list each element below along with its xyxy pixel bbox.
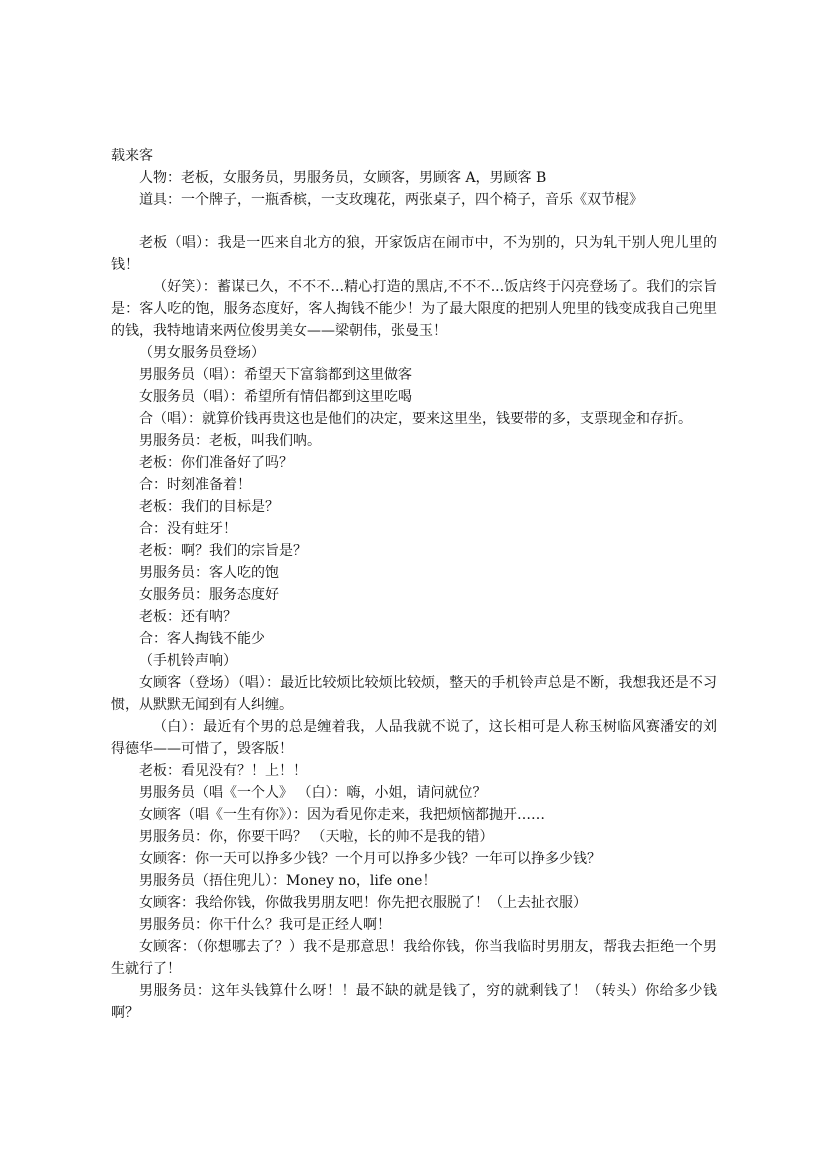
dialogue-line: 男服务员（唱《一个人》 （白）：嗨，小姐，请问就位？: [139, 785, 487, 801]
dialogue-line: 合：时刻准备着！: [139, 477, 251, 493]
dialogue-line: 男服务员：老板，叫我们呐。: [139, 433, 321, 449]
dialogue-line: 老板：你们准备好了吗？: [139, 455, 293, 471]
dialogue-line: 合：没有蛀牙！: [139, 521, 237, 537]
dialogue-line: 老板：还有呐？: [139, 609, 237, 625]
stage-direction: （男女服务员登场）: [139, 345, 265, 361]
dialogue-line: 女服务员（唱）：希望所有情侣都到这里吃喝: [139, 389, 412, 405]
dialogue-line: 男服务员（捂住兜儿）：Money no，life one！: [139, 873, 437, 889]
dialogue-line: 老板：我们的目标是？: [139, 499, 279, 515]
dialogue-line: 女顾客：（你想哪去了？）我不是那意思！我给你钱，你当我临时男朋友，帮我去拒绝一个男生就行了！: [111, 939, 717, 977]
dialogue-line: 老板：啊？我们的宗旨是？: [139, 543, 307, 559]
dialogue-line: （好笑）：蓄谋已久，不不不...精心打造的黑店,不不不...饭店终于闪亮登场了。我们的宗旨是：客人吃的饱，服务态度好，客人掏钱不能少！为了最大限度的把别人兜里的钱变成我自己兜里的钱，我特地请来两位俊男美女——梁朝伟，张曼玉！: [111, 279, 717, 339]
dialogue-line: 合（唱）：就算价钱再贵这也是他们的决定，要来这里坐，钱要带的多，支票现金和存折。: [139, 411, 692, 427]
dialogue-line: 老板（唱）：我是一匹来自北方的狼，开家饭店在闹市中，不为别的，只为轧干别人兜儿里的钱！: [111, 235, 717, 273]
dialogue-line: 女顾客（登场）（唱）：最近比较烦比较烦比较烦，整天的手机铃声总是不断，我想我还是不习惯，从默默无闻到有人纠缠。: [111, 675, 717, 713]
dialogue-line: 男服务员（唱）：希望天下富翁都到这里做客: [139, 367, 412, 383]
cast-list: 人物：老板，女服务员，男服务员，女顾客，男顾客 A，男顾客 B: [139, 170, 547, 186]
dialogue-line: 男服务员：客人吃的饱: [139, 565, 279, 581]
dialogue-line: 女顾客（唱《一生有你》）：因为看见你走来，我把烦恼都抛开……: [139, 807, 545, 823]
dialogue-line: 合：客人掏钱不能少: [139, 631, 265, 647]
script-title: 载来客: [111, 148, 153, 164]
dialogue-line: 老板：看见没有？！上！！: [139, 763, 307, 779]
props-list: 道具：一个牌子，一瓶香槟，一支玫瑰花，两张桌子，四个椅子，音乐《双节棍》: [139, 192, 643, 208]
stage-direction: （手机铃声响）: [139, 653, 237, 669]
dialogue-line: 男服务员：这年头钱算什么呀！！最不缺的就是钱了，穷的就剩钱了！（转头）你给多少钱啊？: [111, 983, 717, 1021]
dialogue-line: 女服务员：服务态度好: [139, 587, 279, 603]
dialogue-line: 女顾客：我给你钱，你做我男朋友吧！你先把衣服脱了！（上去扯衣服）: [139, 895, 587, 911]
dialogue-line: 男服务员：你干什么？我可是正经人啊！: [139, 917, 391, 933]
dialogue-line: 男服务员：你，你要干吗？ （天啦，长的帅不是我的错）: [139, 829, 494, 845]
dialogue-line: 女顾客：你一天可以挣多少钱？一个月可以挣多少钱？一年可以挣多少钱？: [139, 851, 601, 867]
dialogue-line: （白）：最近有个男的总是缠着我，人品我就不说了，这长相可是人称玉树临风赛潘安的刘得德华——可惜了，毁客版！: [111, 719, 717, 757]
